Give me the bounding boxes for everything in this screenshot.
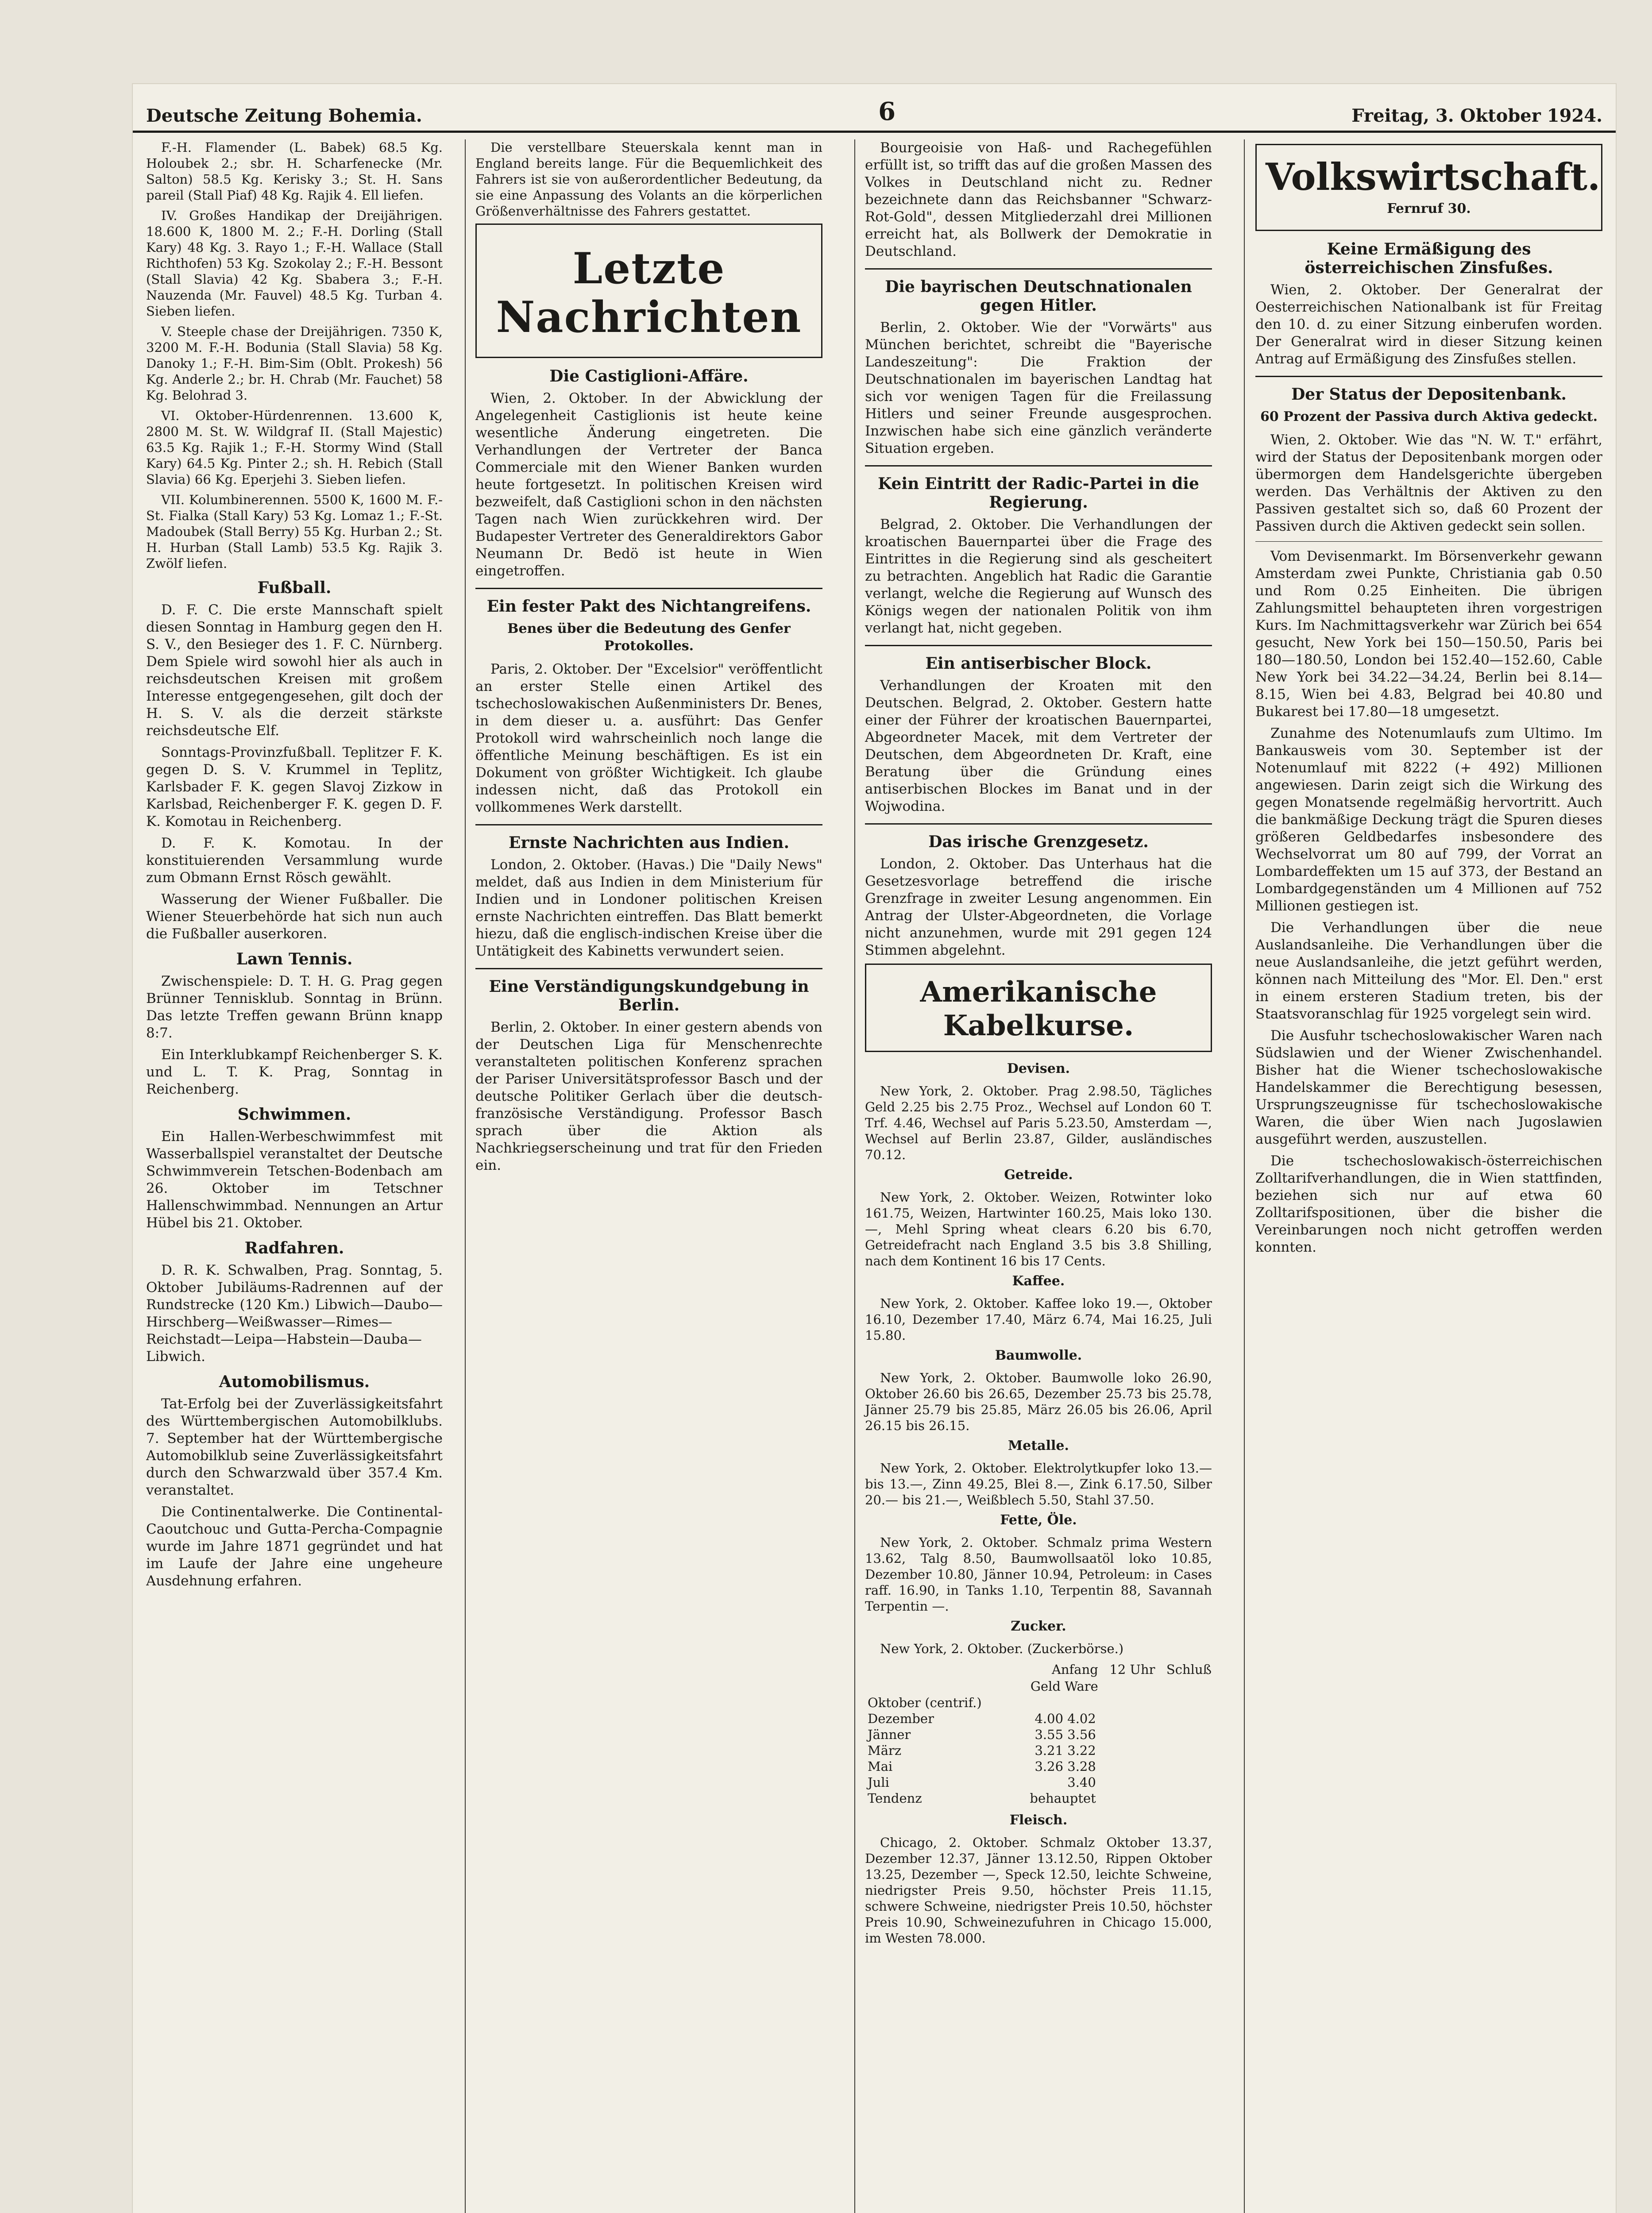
table-cell: 3.40 bbox=[1067, 1775, 1096, 1790]
issue-date: Freitag, 3. Oktober 1924. bbox=[1351, 105, 1602, 126]
article-headline: Ein fester Pakt des Nichtangreifens. bbox=[486, 597, 811, 616]
article-body: Wien, 2. Oktober. Der Generalrat der Oesterreichischen Nationalbank ist für Freitag den 10. d. zu einer Sitzung einberufen worden. Der Generalrat wird in dieser Sitzung keinen Antrag auf Ermäßigung des Zinsfußes stellen. bbox=[1255, 282, 1602, 367]
columns bbox=[146, 139, 1602, 2213]
table-cell bbox=[1099, 1695, 1156, 1711]
section-heading: Radfahren. bbox=[244, 1239, 344, 1257]
section-heading: Schwimmen. bbox=[237, 1105, 351, 1124]
market-label: Devisen. bbox=[1007, 1061, 1070, 1076]
newspaper-page bbox=[133, 84, 1616, 2213]
column-politics bbox=[854, 139, 1222, 2213]
table-cell: behauptet bbox=[1030, 1791, 1096, 1806]
divider bbox=[475, 824, 822, 825]
cable-rates bbox=[865, 1061, 1212, 1946]
table-header: Geld Ware bbox=[1030, 1679, 1098, 1694]
article-body: Paris, 2. Oktober. Der "Excelsior" veröffentlicht an erster Stelle einen Artikel des tschechoslowakischen Außenministers Dr. Benes, in dem dieser u. a. ausführt: Das Genfer Protokoll wird wahrscheinlich noch lange die öffentliche Meinung beschäftigen. Es ist ein Dokument von größter Wichtigkeit. Ich glaube indessen nicht, daß das Protokoll ein vollkommenes Werk darstellt. bbox=[475, 661, 822, 815]
table-cell: März bbox=[868, 1743, 902, 1758]
article-body: Berlin, 2. Oktober. Wie der "Vorwärts" aus München berichtet, schreibt die "Bayerische Landeszeitung": Die Fraktion der Deutschnationalen im bayerischen Landtag hat sich vor wenigen Tagen für die Freilassung Hitlers und seiner Freunde ausgesprochen. Inzwischen habe sich eine gänzlich veränderte Situation ergeben. bbox=[865, 320, 1212, 456]
table-cell: Dezember bbox=[868, 1711, 934, 1726]
table-cell: Jänner bbox=[868, 1727, 911, 1742]
masthead-left: Deutsche Zeitung Bohemia. bbox=[146, 105, 422, 126]
divider bbox=[1255, 541, 1602, 542]
sport-paragraph: D. F. K. Komotau. In der konstituierenden Versammlung wurde zum Obmann Ernst Rösch gewählt. bbox=[146, 835, 443, 886]
article-headline: Die Castiglioni-Affäre. bbox=[549, 367, 749, 386]
table-row bbox=[865, 1711, 1212, 1727]
table-cell: Tendenz bbox=[868, 1791, 922, 1806]
race-result: VI. Oktober-Hürdenrennen. 13.600 K, 2800 M. St. W. Wildgraf II. (Stall Majestic) 63.5 Kg. Rajik 1.; F.-H. Stormy Wind (Stall Kary) 64.5 Kg. Pinter 2.; sh. H. Rebich (Stall Slavia) 66 Kg. Eperjehi 3. Sieben liefen. bbox=[146, 408, 443, 487]
column-sports bbox=[146, 139, 452, 2213]
sport-paragraph: Ein Hallen-Werbeschwimmfest mit Wasserballspiel veranstaltet der Deutsche Schwimmverein Tetschen-Bodenbach am 26. Oktober im Tetschner Hallenschwimmbad. Nennungen an Artur Hübel bis 21. Oktober. bbox=[146, 1129, 443, 1231]
article-body: Verhandlungen der Kroaten mit den Deutschen. Belgrad, 2. Oktober. Gestern hatte einer der Führer der kroatischen Bauernpartei, Abgeordneter Macek, mit dem Vertreter der Deutschen, dem Abgeordneten Dr. Kraft, eine Beratung über die Gründung eines antiserbischen Blockes im Banat und in der Wojwodina. bbox=[865, 678, 1212, 814]
article-body: Vom Devisenmarkt. Im Börsenverkehr gewann Amsterdam zwei Punkte, Christiania gab 0.50 und Rom 0.25 Einheiten. Die übrigen Zahlungsmittel behaupteten ihren vorgestrigen Kurs. Im Nachmittagsverkehr war Zürich bei 654 gesucht, New York bei 150—150.50, Paris bei 180—180.50, London bei 152.40—152.60, Cable New York bei 34.22—34.24, Berlin bei 8.14—8.15, Wien bei 4.83, Belgrad bei 40.80 und Bukarest bei 17.80—18 umgesetzt. bbox=[1255, 548, 1602, 720]
article-headline: Keine Ermäßigung des österreichischen Zinsfußes. bbox=[1305, 240, 1553, 277]
table-header-row bbox=[865, 1661, 1212, 1678]
table-cell: 3.21 3.22 bbox=[1034, 1743, 1096, 1758]
market-text: New York, 2. Oktober. Weizen, Rotwinter loko 161.75, Weizen, Hartwinter 160.25, Mais loko 130.—, Mehl Spring wheat clears 6.20 bis 6.70, Getreidefracht nach England 3.5 bis 3.8 Shilling, nach dem Kontinent 16 bis 17 Cents. bbox=[865, 1190, 1212, 1268]
sport-paragraph: D. F. C. Die erste Mannschaft spielt diesen Sonntag in Hamburg gegen den H. S. V., den Besieger des 1. F. C. Nürnberg. Dem Spiele wird sowohl hier als auch in reichsdeutschen Kreisen mit großem Interesse entgegengesehen, gilt doch der H. S. V. als die derzeit stärkste reichsdeutsche Elf. bbox=[146, 602, 443, 739]
article-body: Die tschechoslowakisch-österreichischen Zolltarifverhandlungen, die in Wien stattfinden, beziehen sich nur auf etwa 60 Zolltarifspositionen, über die bisher die Vereinbarungen noch nicht getroffen werden konnten. bbox=[1255, 1153, 1602, 1255]
cable-rates-banner bbox=[865, 964, 1212, 1052]
column-economy bbox=[1244, 139, 1602, 2213]
table-cell: Juli bbox=[868, 1775, 889, 1790]
economy-banner bbox=[1255, 144, 1602, 231]
table-cell: Mai bbox=[868, 1759, 893, 1774]
article-headline: Das irische Grenzgesetz. bbox=[928, 833, 1149, 851]
article-body: Zunahme des Notenumlaufs zum Ultimo. Im Bankausweis vom 30. September ist der Notenumlauf mit 8222 (+ 492) Millionen angewiesen. Darin zeigt sich die Wirkung des gegen Monatsende regelmäßig hervortritt. Auch die bankmäßige Deckung trägt die Spuren dieses größeren Geldbedarfes insbesondere des Wechselvorrat um 80 auf 799, der Vorrat an Lombardeffekten um 15 auf 373, der Bestand an Lombardgegenständen um 4 Millionen auf 752 Millionen gestiegen ist. bbox=[1255, 725, 1602, 914]
sugar-table bbox=[865, 1661, 1212, 1806]
latest-news-banner bbox=[475, 224, 822, 358]
table-cell: 4.00 4.02 bbox=[1034, 1711, 1096, 1726]
divider bbox=[865, 465, 1212, 467]
article-body: Bourgeoisie von Haß- und Rachegefühlen erfüllt ist, so trifft das auf die großen Massen des Volkes in Deutschland nicht zu. Redner bezeichnete dann das Reichsbanner "Schwarz-Rot-Gold", dessen Mitgliederzahl drei Millionen erreicht hat, als Bollwerk der Demokratie in Deutschland. bbox=[865, 140, 1212, 259]
top-note: Die verstellbare Steuerskala kennt man in England bereits lange. Für die Bequemlichkeit des Fahrers ist sie von außerordentlicher Bedeutung, da sie eine Anpassung des Volants an die körperlichen Größenverhältnisse des Fahrers gestattet. bbox=[475, 140, 822, 219]
table-cell bbox=[1156, 1758, 1212, 1774]
market-text: New York, 2. Oktober. Schmalz prima Western 13.62, Talg 8.50, Baumwollsaatöl loko 10.85, Dezember 10.80, Jänner 10.94, Petroleum: in Cases raff. 16.90, in Tanks 1.10, Terpentin 88, Savannah Terpentin —. bbox=[865, 1535, 1212, 1614]
table-cell bbox=[1156, 1774, 1212, 1790]
market-label: Fleisch. bbox=[1009, 1812, 1068, 1828]
table-cell bbox=[1156, 1743, 1212, 1758]
section-heading: Automobilismus. bbox=[219, 1373, 370, 1391]
sport-paragraph: D. R. K. Schwalben, Prag. Sonntag, 5. Oktober Jubiläums-Radrennen auf der Rundstrecke (120 Km.) Libwich—Daubo—Hirschberg—Weißwasser—Rimes—Reichstadt—Leipa—Habstein—Dauba—Libwich. bbox=[146, 1262, 443, 1365]
market-label: Getreide. bbox=[1004, 1167, 1073, 1183]
table-cell bbox=[1011, 1695, 1099, 1711]
table-header: 12 Uhr bbox=[1109, 1662, 1155, 1677]
table-header: Anfang bbox=[1051, 1662, 1098, 1677]
article-subheadline: 60 Prozent der Passiva durch Aktiva gedeckt. bbox=[1260, 409, 1598, 424]
race-result: IV. Großes Handikap der Dreijährigen. 18.600 K, 1800 M. 2.; F.-H. Dorling (Stall Kary) 48 Kg. 3. Rayo 1.; F.-H. Wallace (Stall Richthofen) 53 Kg. Szokolay 2.; F.-H. Bessont (Stall Slavia) 42 Kg. Sbabera 3.; F.-H. Nauzenda (Mr. Fauvel) 48.5 Kg. Turban 4. Sieben liefen. bbox=[146, 208, 443, 319]
market-text: New York, 2. Oktober. Prag 2.98.50, Tägliches Geld 2.25 bis 2.75 Proz., Wechsel auf London 60 T. Trf. 4.46, Wechsel auf Paris 5.23.50, Amsterdam —, Wechsel auf Berlin 23.87, Gilder, ausländisches 70.12. bbox=[865, 1083, 1212, 1162]
sport-paragraph: Ein Interklubkampf Reichenberger S. K. und L. T. K. Prag, Sonntag in Reichenberg. bbox=[146, 1047, 443, 1097]
market-label: Baumwolle. bbox=[995, 1348, 1082, 1363]
table-cell bbox=[1099, 1711, 1156, 1727]
table-cell: 3.26 3.28 bbox=[1034, 1759, 1096, 1774]
table-cell bbox=[1099, 1758, 1156, 1774]
market-text: New York, 2. Oktober. Elektrolytkupfer loko 13.— bis 13.—, Zinn 49.25, Blei 8.—, Zink 6.17.50, Silber 20.— bis 21.—, Weißblech 5.50, Stahl 37.50. bbox=[865, 1461, 1212, 1507]
table-header bbox=[865, 1678, 1011, 1695]
economy-title: Volkswirtschaft. bbox=[1266, 155, 1601, 199]
section-heading: Lawn Tennis. bbox=[236, 950, 353, 968]
section-heading: Fußball. bbox=[257, 578, 332, 597]
article-body: Die Verhandlungen über die neue Auslandsanleihe. Die Verhandlungen über die neue Auslandsanleihe, die jetzt geführt werden, können nach Mitteilung des "Mor. El. Den." erst in einem ersteren Stadium treten, bis der Staatsvoranschlag für 1925 vorgelegt sein wird. bbox=[1255, 920, 1602, 1022]
table-row bbox=[865, 1695, 1212, 1711]
divider bbox=[475, 588, 822, 589]
table-cell bbox=[1156, 1727, 1212, 1743]
table-header: Schluß bbox=[1166, 1662, 1212, 1677]
table-row bbox=[865, 1727, 1212, 1743]
table-header bbox=[865, 1661, 1011, 1678]
market-label: Kaffee. bbox=[1012, 1273, 1065, 1289]
table-cell bbox=[1099, 1790, 1156, 1806]
article-headline: Kein Eintritt der Radic-Partei in die Regierung. bbox=[878, 474, 1199, 512]
market-text: New York, 2. Oktober. Kaffee loko 19.—, Oktober 16.10, Dezember 17.40, März 6.74, Mai 16.25, Juli 15.80. bbox=[865, 1296, 1212, 1343]
article-body: Berlin, 2. Oktober. In einer gestern abends von der Deutschen Liga für Menschenrechte veranstalteten politischen Konferenz sprachen der Pariser Universitätsprofessor Basch und der deutsche Politiker Gerlach über die deutsch-französische Verständigung. Professor Basch sprach über die Aktion als Nachkriegserscheinung und trat für den Frieden ein. bbox=[475, 1019, 822, 1173]
race-results bbox=[146, 139, 443, 571]
table-cell: 3.55 3.56 bbox=[1034, 1727, 1096, 1742]
sport-paragraph: Die Continentalwerke. Die Continental-Caoutchouc und Gutta-Percha-Compagnie wurde im Jahre 1871 gegründet und hat im Laufe der Jahre eine ungeheure Ausdehnung erfahren. bbox=[146, 1504, 443, 1589]
market-text: New York, 2. Oktober. (Zuckerbörse.) bbox=[880, 1641, 1124, 1656]
table-cell: Oktober (centrif.) bbox=[868, 1695, 982, 1710]
article-body: Belgrad, 2. Oktober. Die Verhandlungen der kroatischen Bauernpartei über die Frage des Eintrittes in die Regierung sind als gescheitert zu betrachten. Angeblich hat Radic die Garantie verlangt, welche die Regierung auf Wunsch des Königs wegen der nationalen Politik von ihm verlangt hat, nicht gegeben. bbox=[865, 517, 1212, 636]
latest-news-title: Letzte Nachrichten bbox=[496, 243, 802, 342]
race-result: V. Steeple chase der Dreijährigen. 7350 K, 3200 M. F.-H. Bodunia (Stall Slavia) 58 Kg. Danoky 1.; F.-H. Bim-Sim (Oblt. Prokesh) 56 Kg. Anderle 2.; br. H. Chrab (Mr. Fauchet) 58 Kg. Belohrad 3. bbox=[146, 324, 443, 403]
divider bbox=[1255, 376, 1602, 377]
divider bbox=[865, 645, 1212, 646]
article-headline: Ein antiserbischer Block. bbox=[925, 654, 1152, 673]
divider bbox=[865, 823, 1212, 825]
table-cell bbox=[1099, 1727, 1156, 1743]
table-cell bbox=[1156, 1711, 1212, 1727]
table-row bbox=[865, 1774, 1212, 1790]
table-row bbox=[865, 1743, 1212, 1758]
table-header-row bbox=[865, 1678, 1212, 1695]
sport-paragraph: Zwischenspiele: D. T. H. G. Prag gegen Brünner Tennisklub. Sonntag in Brünn. Das letzte Treffen gewann Brünn knapp 8:7. bbox=[146, 973, 443, 1041]
economy-phone: Fernruf 30. bbox=[1387, 201, 1471, 216]
article-body: Wien, 2. Oktober. Wie das "N. W. T." erfährt, wird der Status der Depositenbank morgen oder übermorgen dem Handelsgerichte übergeben werden. Das Verhältnis der Aktiven zu den Passiven gestaltet sich so, daß 60 Prozent der Passiven durch die Aktiven gedeckt sein sollen. bbox=[1255, 432, 1602, 534]
page-header bbox=[133, 84, 1616, 133]
table-row bbox=[865, 1758, 1212, 1774]
divider bbox=[475, 968, 822, 969]
article-body: London, 2. Oktober. (Havas.) Die "Daily News" meldet, daß aus Indien in dem Ministerium für Indien und in Londoner politischen Kreisen ernste Nachrichten eintreffen. Das Blatt bemerkt hiezu, daß die englisch-indischen Kreise über die Untätigkeit des Kabinetts verwundert seien. bbox=[475, 857, 822, 959]
article-body: Wien, 2. Oktober. In der Abwicklung der Angelegenheit Castiglionis ist heute keine wesentliche Änderung eingetreten. Die Verhandlungen der Vertreter der Banca Commerciale mit den Wiener Banken wurden heute fortgesetzt. In politischen Kreisen wird bezweifelt, daß Castiglioni schon in den nächsten Tagen nach Wien zurückkehren wird. Der Budapester Vertreter des Generaldirektors Gabor Neumann Dr. Bedö ist heute in Wien eingetroffen. bbox=[475, 390, 822, 579]
table-cell bbox=[1099, 1774, 1156, 1790]
race-result: VII. Kolumbinerennen. 5500 K, 1600 M. F.-St. Fialka (Stall Kary) 53 Kg. Lomaz 1.; F.-St. Madoubek (Stall Berry) 55 Kg. Hurban 2.; St. H. Hurban (Stall Lamb) 53.5 Kg. Rajik 3. Zwölf liefen. bbox=[146, 492, 443, 571]
table-row bbox=[865, 1790, 1212, 1806]
divider bbox=[865, 268, 1212, 270]
sport-paragraph: Tat-Erfolg bei der Zuverlässigkeitsfahrt des Württembergischen Automobilklubs. 7. September hat der Württembergische Automobilklub seine Zuverlässigkeitsfahrt durch den Schwarzwald über 357.4 Km. veranstaltet. bbox=[146, 1396, 443, 1498]
table-cell bbox=[1156, 1695, 1212, 1711]
market-label: Fette, Öle. bbox=[1000, 1512, 1077, 1528]
market-text: Chicago, 2. Oktober. Schmalz Oktober 13.37, Dezember 12.37, Jänner 13.12.50, Rippen Oktober 13.25, Dezember —, Speck 12.50, leichte Schweine, niedrigster Preis 9.50, höchster Preis 11.15, schwere Schweine, niedrigster Preis 10.50, höchster Preis 10.90, Schweinezufuhren in Chicago 15.000, im Westen 78.000. bbox=[865, 1835, 1212, 1946]
article-headline: Ernste Nachrichten aus Indien. bbox=[509, 833, 789, 852]
race-result: F.-H. Flamender (L. Babek) 68.5 Kg. Holoubek 2.; sbr. H. Scharfenecke (Mr. Salton) 58.5 Kg. Kerisky 3.; St. H. Sans pareil (Stall Piaf) 48 Kg. Rajik 4. Ell liefen. bbox=[146, 140, 443, 203]
table-cell bbox=[1156, 1790, 1212, 1806]
article-body: London, 2. Oktober. Das Unterhaus hat die Gesetzesvorlage betreffend die irische Grenzfrage in zweiter Lesung angenommen. Ein Antrag der Ulster-Abgeordneten, die Vorlage nicht anzunehmen, wurde mit 291 gegen 124 Stimmen abgelehnt. bbox=[865, 856, 1212, 958]
article-body: Die Ausfuhr tschechoslowakischer Waren nach Südslawien und der Wiener Zwischenhandel. Bisher hat die Wiener tschechoslowakische Handelskammer die Berechtigung besessen, Ursprungszeugnisse für tschechoslowakische Waren, die über Wien nach Jugoslawien ausgeführt werden, auszustellen. bbox=[1255, 1028, 1602, 1147]
cable-rates-title: Amerikanische Kabelkurse. bbox=[920, 975, 1157, 1042]
page-number: 6 bbox=[878, 97, 896, 126]
sport-paragraph: Wasserung der Wiener Fußballer. Die Wiener Steuerbehörde hat sich nun auch die Fußballer auserkoren. bbox=[146, 891, 443, 942]
article-headline: Eine Verständigungskundgebung in Berlin. bbox=[489, 977, 809, 1014]
table-header bbox=[1156, 1678, 1212, 1695]
column-latest-news bbox=[465, 139, 832, 2213]
market-label: Zucker. bbox=[1011, 1619, 1066, 1634]
article-headline: Der Status der Depositenbank. bbox=[1291, 385, 1567, 404]
article-subheadline: Benes über die Bedeutung des Genfer Protokolles. bbox=[507, 621, 791, 654]
market-text: New York, 2. Oktober. Baumwolle loko 26.90, Oktober 26.60 bis 26.65, Dezember 25.73 bis 25.78, Jänner 25.79 bis 25.85, März 26.05 bis 26.06, April 26.15 bis 26.15. bbox=[865, 1370, 1212, 1433]
market-label: Metalle. bbox=[1008, 1438, 1069, 1453]
sport-paragraph: Sonntags-Provinzfußball. Teplitzer F. K. gegen D. S. V. Krummel in Teplitz, Karlsbader F. K. gegen Slavoj Zizkow in Karlsbad, Reichenberger F. K. gegen D. F. K. Komotau in Reichenberg. bbox=[146, 744, 443, 829]
table-cell bbox=[1099, 1743, 1156, 1758]
article-headline: Die bayrischen Deutschnationalen gegen Hitler. bbox=[885, 278, 1192, 315]
table-header bbox=[1099, 1678, 1156, 1695]
